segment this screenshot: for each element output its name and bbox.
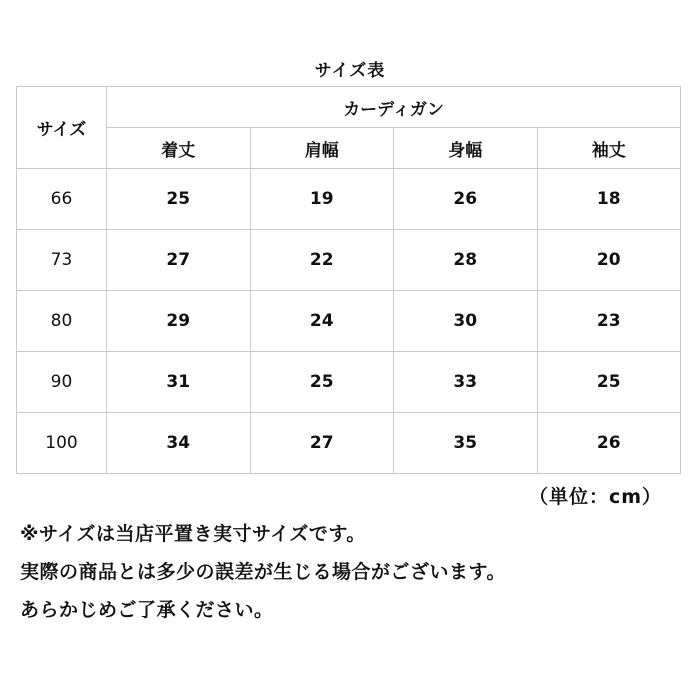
table-row bbox=[17, 230, 681, 291]
size-column-header: サイズ bbox=[17, 87, 107, 169]
column-header-sleeve: 袖丈 bbox=[537, 128, 681, 169]
table-cell: 28 bbox=[394, 230, 538, 291]
table-cell: 34 bbox=[107, 413, 251, 474]
notes-block bbox=[20, 515, 680, 629]
table-row bbox=[17, 169, 681, 230]
table-cell: 30 bbox=[394, 291, 538, 352]
table-cell: 25 bbox=[250, 352, 394, 413]
table-cell: 20 bbox=[537, 230, 681, 291]
table-cell: 29 bbox=[107, 291, 251, 352]
table-cell: 35 bbox=[394, 413, 538, 474]
column-header-width: 身幅 bbox=[394, 128, 538, 169]
table-cell: 25 bbox=[537, 352, 681, 413]
column-header-length: 着丈 bbox=[107, 128, 251, 169]
table-cell: 27 bbox=[250, 413, 394, 474]
column-header-shoulder: 肩幅 bbox=[250, 128, 394, 169]
table-cell: 18 bbox=[537, 169, 681, 230]
note-line: ※サイズは当店平置き実寸サイズです。 bbox=[20, 523, 366, 545]
table-row bbox=[17, 291, 681, 352]
page-title: サイズ表 bbox=[314, 61, 386, 81]
table-cell: 31 bbox=[107, 352, 251, 413]
size-cell: 66 bbox=[17, 169, 107, 230]
table-cell: 19 bbox=[250, 169, 394, 230]
cardigan-group-header: カーディガン bbox=[107, 87, 681, 128]
size-cell: 80 bbox=[17, 291, 107, 352]
table-cell: 26 bbox=[537, 413, 681, 474]
size-cell: 90 bbox=[17, 352, 107, 413]
table-row bbox=[17, 413, 681, 474]
table-cell: 25 bbox=[107, 169, 251, 230]
size-table bbox=[16, 86, 681, 474]
table-cell: 27 bbox=[107, 230, 251, 291]
table-cell: 26 bbox=[394, 169, 538, 230]
table-row bbox=[17, 352, 681, 413]
note-line: 実際の商品とは多少の誤差が生じる場合がございます。 bbox=[20, 561, 506, 583]
table-cell: 22 bbox=[250, 230, 394, 291]
size-cell: 100 bbox=[17, 413, 107, 474]
size-cell: 73 bbox=[17, 230, 107, 291]
table-cell: 33 bbox=[394, 352, 538, 413]
table-cell: 24 bbox=[250, 291, 394, 352]
unit-note: （単位：cm） bbox=[528, 486, 662, 508]
table-cell: 23 bbox=[537, 291, 681, 352]
note-line: あらかじめご了承ください。 bbox=[20, 599, 274, 621]
